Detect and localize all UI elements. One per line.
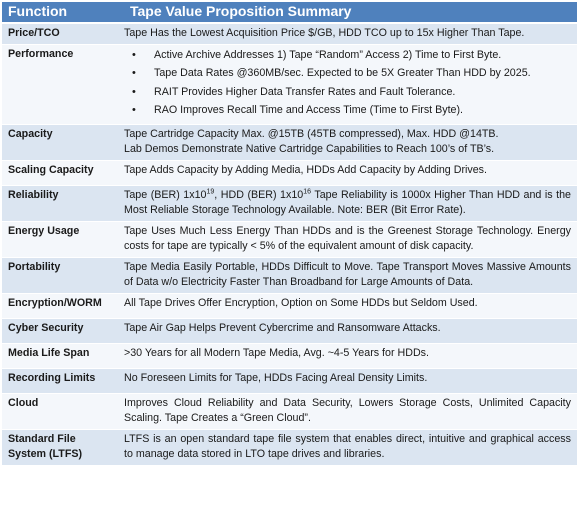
row-description: LTFS is an open standard tape file system that enables direct, intuitive and graphical access to manage data stored in LTO tape drives and libraries. [118,429,577,465]
row-label: Price/TCO [2,23,118,44]
row-description: Tape Media Easily Portable, HDDs Difficult to Move. Tape Transport Moves Massive Amounts of Data w/o Electricity Faster Than Broadband for Large Amounts of Data. [118,257,577,293]
value-proposition-table [2,2,577,466]
tape-ber-exponent: 19 [206,187,215,195]
list-item: • Active Archive Addresses 1) Tape “Random” Access 2) Time to First Byte. [154,48,571,64]
row-description: All Tape Drives Offer Encryption, Option on Some HDDs but Seldom Used. [118,293,577,318]
performance-bullet-list [124,48,571,119]
row-media-life-span [2,343,577,368]
row-label: Recording Limits [2,368,118,393]
row-label: Scaling Capacity [2,160,118,185]
row-recording-limits [2,368,577,393]
row-label: Reliability [2,185,118,221]
row-cyber-security [2,318,577,343]
row-scaling-capacity [2,160,577,185]
row-energy-usage [2,221,577,257]
row-capacity [2,124,577,160]
row-portability [2,257,577,293]
row-standard-file-system [2,429,577,465]
hdd-ber-exponent: 16 [303,187,312,195]
row-description [118,44,577,124]
header-row [2,2,577,23]
row-description: Tape Air Gap Helps Prevent Cybercrime and Ransomware Attacks. [118,318,577,343]
row-label: Cyber Security [2,318,118,343]
function-column-header: Function [2,2,118,23]
row-reliability [2,185,577,221]
row-cloud [2,393,577,429]
row-label: Standard File System (LTFS) [2,429,118,465]
row-label: Performance [2,44,118,124]
row-description: Improves Cloud Reliability and Data Security, Lowers Storage Costs, Unlimited Capacity Scaling. Tape Creates a “Green Cloud”. [118,393,577,429]
capacity-line-2: Lab Demos Demonstrate Native Cartridge Capabilities to Reach 100’s of TB’s. [124,143,495,155]
row-performance [2,44,577,124]
row-description: Tape Uses Much Less Energy Than HDDs and is the Greenest Storage Technology. Energy costs for tape are typically < 5% of the equivalent amount of disk capacity. [118,221,577,257]
row-label: Energy Usage [2,221,118,257]
row-encryption-worm [2,293,577,318]
row-label: Capacity [2,124,118,160]
reliability-text-3: Tape Reliability is 1000x Higher Than HDD and is the Most Reliable Storage Technology Available. Note: BER (Bit Error Rate). [124,188,571,216]
row-label: Encryption/WORM [2,293,118,318]
reliability-text-1: Tape (BER) 1x10 [124,188,207,201]
list-item: • RAIT Provides Higher Data Transfer Rates and Fault Tolerance. [154,85,571,101]
row-description: >30 Years for all Modern Tape Media, Avg. ~4-5 Years for HDDs. [118,343,577,368]
list-item: • Tape Data Rates @360MB/sec. Expected to be 5X Greater Than HDD by 2025. [154,66,571,82]
row-description: No Foreseen Limits for Tape, HDDs Facing Areal Density Limits. [118,368,577,393]
row-label: Cloud [2,393,118,429]
capacity-line-1: Tape Cartridge Capacity Max. @15TB (45TB compressed), Max. HDD @14TB. [124,127,499,140]
list-item: • RAO Improves Recall Time and Access Time (Time to First Byte). [154,103,571,119]
row-label: Media Life Span [2,343,118,368]
row-description [118,185,577,221]
row-price-tco [2,23,577,44]
row-description [118,124,577,160]
row-description: Tape Has the Lowest Acquisition Price $/GB, HDD TCO up to 15x Higher Than Tape. [118,23,577,44]
row-description: Tape Adds Capacity by Adding Media, HDDs Add Capacity by Adding Drives. [118,160,577,185]
summary-column-header: Tape Value Proposition Summary [118,2,577,23]
row-label: Portability [2,257,118,293]
reliability-text-2: , HDD (BER) 1x10 [214,188,304,201]
